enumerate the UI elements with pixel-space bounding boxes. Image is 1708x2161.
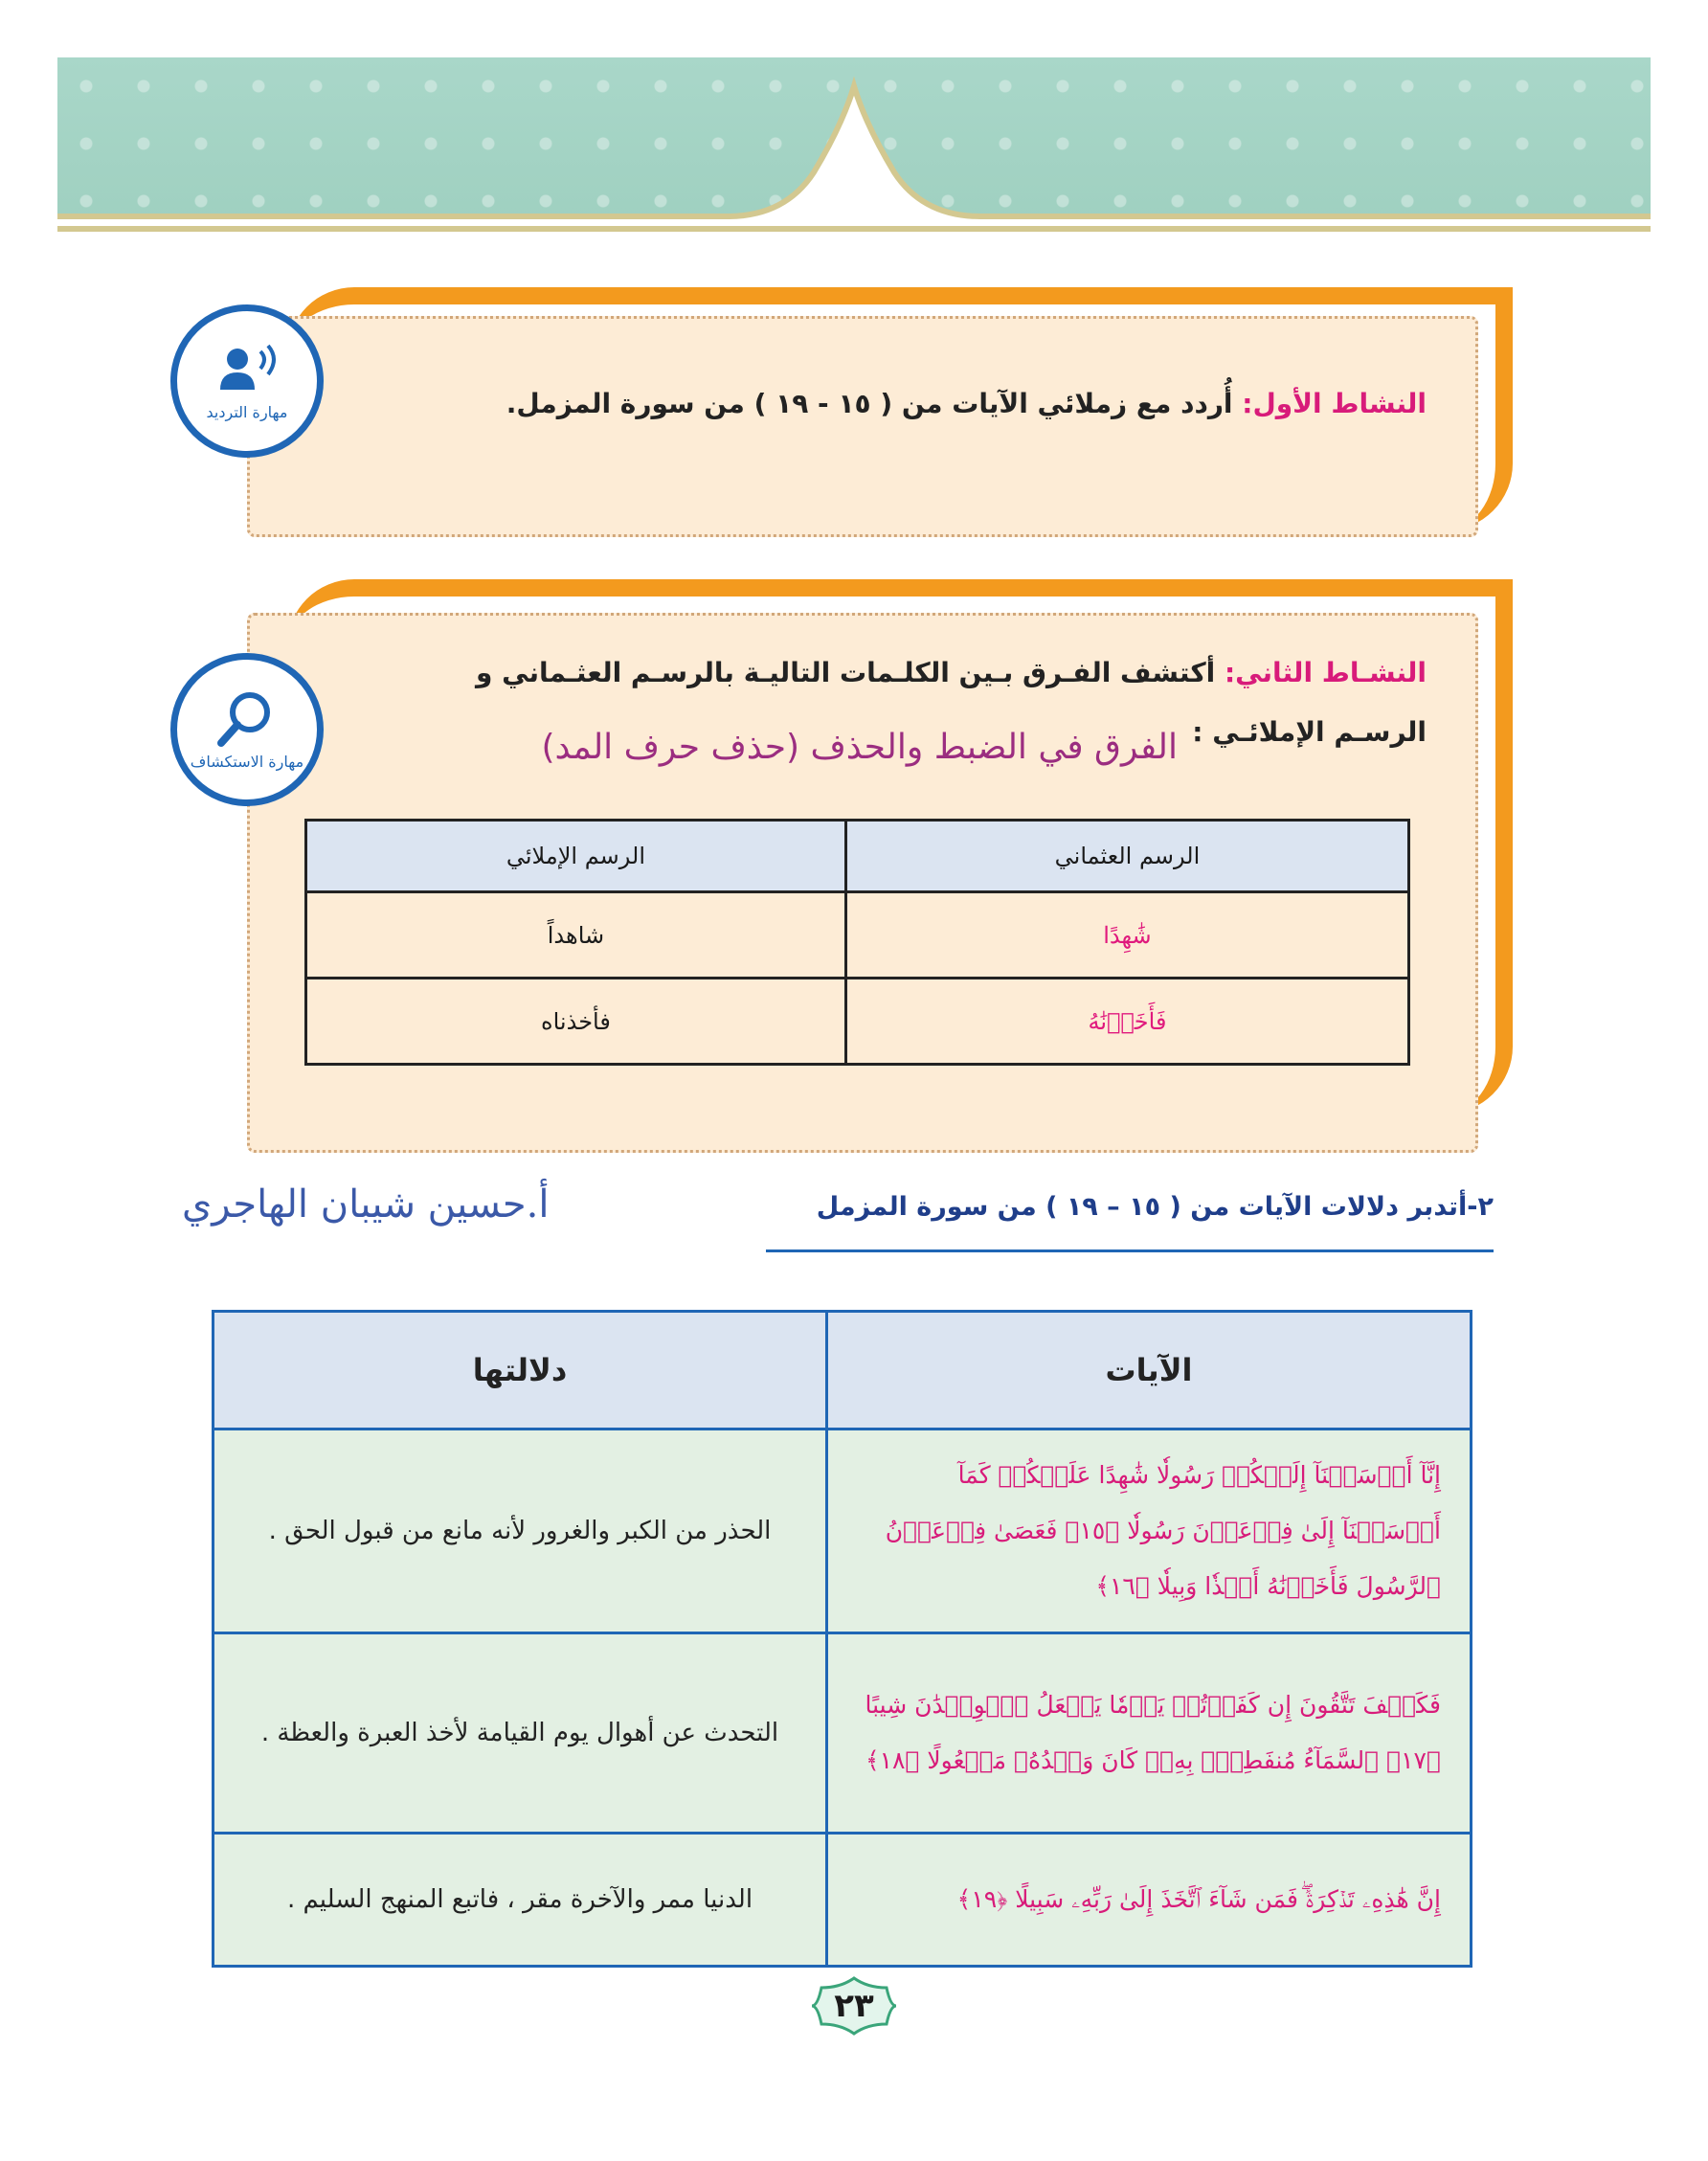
badge-label: مهارة الاستكشاف	[190, 752, 304, 771]
activity1-instruction	[345, 388, 1427, 419]
meaning-cell: التحدث عن أهوال يوم القيامة لأخذ العبرة والعظة .	[214, 1633, 827, 1834]
arch-ornament	[57, 57, 1651, 226]
verse-cell: إِنَّ هَٰذِهِۦ تَذۡكِرَةٞۖ فَمَن شَآءَ ٱتَّخَذَ إِلَىٰ رَبِّهِۦ سَبِيلًا ﴿١٩﴾	[827, 1834, 1472, 1967]
activity2-title: النشـاط الثاني:	[1224, 657, 1427, 688]
table-row	[306, 892, 1409, 979]
activity1-text: أُردد مع زملائي الآيات من ( ١٥ - ١٩ ) من سورة المزمل.	[506, 388, 1233, 419]
table-row	[306, 979, 1409, 1065]
table-header: الرسم الإملائي	[306, 821, 846, 892]
table-header: دلالتها	[214, 1312, 827, 1429]
uthmani-word: شَٰهِدًا	[845, 892, 1408, 979]
imlaei-word: شاهداً	[306, 892, 846, 979]
table-row	[214, 1834, 1472, 1967]
badge-label: مهارة الترديد	[206, 402, 288, 421]
exploration-skill-badge	[170, 653, 324, 806]
page-number-text: ٢٣	[834, 1987, 874, 2025]
meaning-cell: الحذر من الكبر والغرور لأنه مانع من قبول الحق .	[214, 1429, 827, 1633]
repetition-skill-badge	[170, 304, 324, 458]
section-heading: ٢-أتدبر دلالات الآيات من ( ١٥ – ١٩ ) من سورة المزمل	[766, 1192, 1494, 1252]
verse-cell: فَكَيۡفَ تَتَّقُونَ إِن كَفَرۡتُمۡ يَوۡمٗا يَجۡعَلُ ٱلۡوِلۡدَٰنَ شِيبًا ﴿١٧﴾ ٱلسَّمَآءُ مُنفَطِرُۢ بِهِۦۚ كَانَ وَعۡدُهُۥ مَفۡعُولًا ﴿١٨﴾	[827, 1633, 1472, 1834]
verses-meanings-table	[212, 1310, 1472, 1968]
meaning-cell: الدنيا ممر والآخرة مقر ، فاتبع المنهج السليم .	[214, 1834, 827, 1967]
activity2-text: أكتشف الفـرق بـين الكلـمات التاليـة بالرسـم العثـماني و الرسـم الإملائـي :	[475, 657, 1427, 748]
page-number	[810, 1976, 898, 2036]
rasm-comparison-table	[304, 819, 1410, 1066]
table-header: الآيات	[827, 1312, 1472, 1429]
uthmani-word: فَأَخَذۡنَٰهُ	[845, 979, 1408, 1065]
author-name: أ.حسين شيبان الهاجري	[182, 1182, 550, 1227]
activity2-subtitle: الفرق في الضبط والحذف (حذف حرف المد)	[541, 728, 1178, 767]
magnifier-icon	[214, 689, 281, 749]
table-header: الرسم العثماني	[845, 821, 1408, 892]
activity1-box	[247, 316, 1478, 537]
table-row	[214, 1429, 1472, 1633]
activity1-title: النشاط الأول:	[1242, 388, 1427, 419]
verse-cell: إِنَّآ أَرۡسَلۡنَآ إِلَيۡكُمۡ رَسُولٗا شَٰهِدًا عَلَيۡكُمۡ كَمَآ أَرۡسَلۡنَآ إِلَىٰ فِرۡعَوۡنَ رَسُولٗا ﴿١٥﴾ فَعَصَىٰ فِرۡعَوۡنُ ٱلرَّسُولَ فَأَخَذۡنَٰهُ أَخۡذٗا وَبِيلٗا ﴿١٦﴾	[827, 1429, 1472, 1633]
imlaei-word: فأخذناه	[306, 979, 846, 1065]
table-row	[214, 1633, 1472, 1834]
decorative-header-band	[57, 57, 1651, 232]
speaker-person-icon	[209, 342, 285, 399]
